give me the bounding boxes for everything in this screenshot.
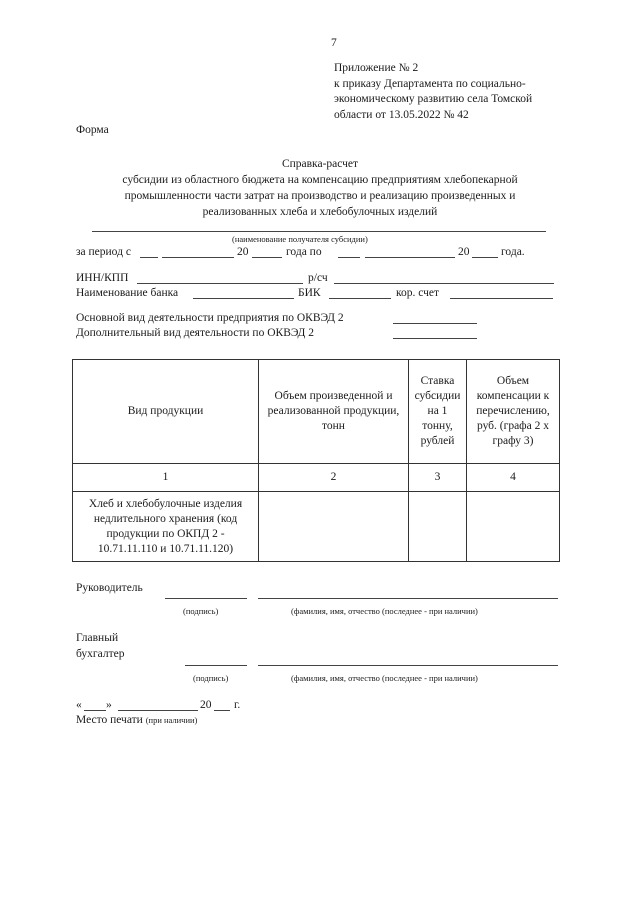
title-line: субсидии из областного бюджета на компенсацию предприятиям хлебопекарной	[122, 174, 518, 186]
stamp-note: (при наличии)	[145, 715, 198, 725]
title-line: промышленности части затрат на производство и реализацию произведенных и	[124, 190, 516, 202]
appendix-line: области от 13.05.2022 № 42	[334, 108, 469, 121]
appendix-block	[334, 61, 532, 123]
date-open-quote: «	[76, 699, 82, 711]
period-year-prefix: 20	[237, 246, 249, 258]
column-number: 3	[409, 464, 467, 492]
accountant-signature-field[interactable]	[185, 665, 247, 666]
name-caption: (фамилия, имя, отчество (последнее - при наличии)	[291, 673, 478, 683]
period-suffix: года.	[501, 246, 525, 258]
product-cell: Хлеб и хлебобулочные изделия недлительного хранения (код продукции по ОКПД 2 - 10.71.11.110 и 10.71.11.120)	[73, 492, 259, 562]
date-month-field[interactable]	[118, 710, 198, 711]
bank-field[interactable]	[193, 298, 294, 299]
date-year-prefix: 20	[200, 699, 212, 711]
rate-cell[interactable]	[409, 492, 467, 562]
okved-extra-field[interactable]	[393, 338, 477, 339]
head-label: Руководитель	[76, 582, 143, 594]
head-name-field[interactable]	[258, 598, 558, 599]
date-suffix: г.	[234, 699, 241, 711]
recipient-caption: (наименование получателя субсидии)	[232, 234, 368, 244]
column-number: 2	[259, 464, 409, 492]
accountant-name-field[interactable]	[258, 665, 558, 666]
period-end-month-field[interactable]	[365, 257, 455, 258]
column-number: 4	[467, 464, 560, 492]
form-label: Форма	[76, 124, 109, 136]
title-line: реализованных хлеба и хлебобулочных изделий	[202, 206, 438, 218]
column-header-rate: Ставка субсидии на 1 тонну, рублей	[409, 360, 467, 464]
okved-main-field[interactable]	[393, 323, 477, 324]
column-number: 1	[73, 464, 259, 492]
date-day-field[interactable]	[84, 710, 106, 711]
accountant-label: Главный	[76, 632, 119, 644]
period-label: за период с	[76, 246, 131, 258]
accountant-label: бухгалтер	[76, 648, 125, 660]
period-end-day-field[interactable]	[338, 257, 360, 258]
name-caption: (фамилия, имя, отчество (последнее - при наличии)	[291, 606, 478, 616]
okved-extra-label: Дополнительный вид деятельности по ОКВЭД 2	[76, 327, 314, 339]
sign-caption: (подпись)	[193, 673, 229, 683]
period-end-year-field[interactable]	[472, 257, 498, 258]
head-signature-field[interactable]	[165, 598, 247, 599]
kor-field[interactable]	[450, 298, 553, 299]
okved-main-label: Основной вид деятельности предприятия по ОКВЭД 2	[76, 312, 344, 324]
table-header-row	[73, 360, 560, 464]
inn-kpp-field[interactable]	[137, 283, 303, 284]
sign-caption: (подпись)	[183, 606, 219, 616]
stamp-label-text: Место печати	[76, 714, 143, 726]
bik-label: БИК	[298, 287, 321, 299]
date-close-quote: »	[106, 699, 112, 711]
rs-field[interactable]	[334, 283, 554, 284]
bank-label: Наименование банка	[76, 287, 179, 299]
appendix-line: экономическому развитию села Томской	[334, 93, 533, 105]
appendix-line: к приказу Департамента по социально-	[334, 77, 526, 90]
period-start-year-field[interactable]	[252, 257, 282, 258]
stamp-label	[76, 713, 197, 727]
period-start-month-field[interactable]	[162, 257, 234, 258]
period-middle-label: года по	[286, 246, 322, 258]
table-row	[73, 492, 560, 562]
period-start-day-field[interactable]	[140, 257, 158, 258]
table-number-row	[73, 464, 560, 492]
bik-field[interactable]	[329, 298, 391, 299]
period-year-prefix: 20	[458, 246, 470, 258]
column-header-amount: Объем компенсации к перечислению, руб. (графа 2 х графу 3)	[467, 360, 560, 464]
inn-kpp-label: ИНН/КПП	[76, 272, 129, 284]
page-number: 7	[331, 37, 337, 49]
amount-cell[interactable]	[467, 492, 560, 562]
column-header-product: Вид продукции	[73, 360, 259, 464]
recipient-name-field[interactable]	[92, 231, 546, 232]
title-line: Справка-расчет	[281, 158, 359, 170]
kor-label: кор. счет	[396, 287, 440, 299]
document-title	[60, 156, 580, 220]
column-header-volume: Объем произведенной и реализованной продукции, тонн	[259, 360, 409, 464]
volume-cell[interactable]	[259, 492, 409, 562]
appendix-line: Приложение № 2	[334, 62, 419, 74]
date-year-field[interactable]	[214, 710, 230, 711]
rs-label: р/сч	[308, 272, 328, 284]
calculation-table	[72, 359, 560, 562]
